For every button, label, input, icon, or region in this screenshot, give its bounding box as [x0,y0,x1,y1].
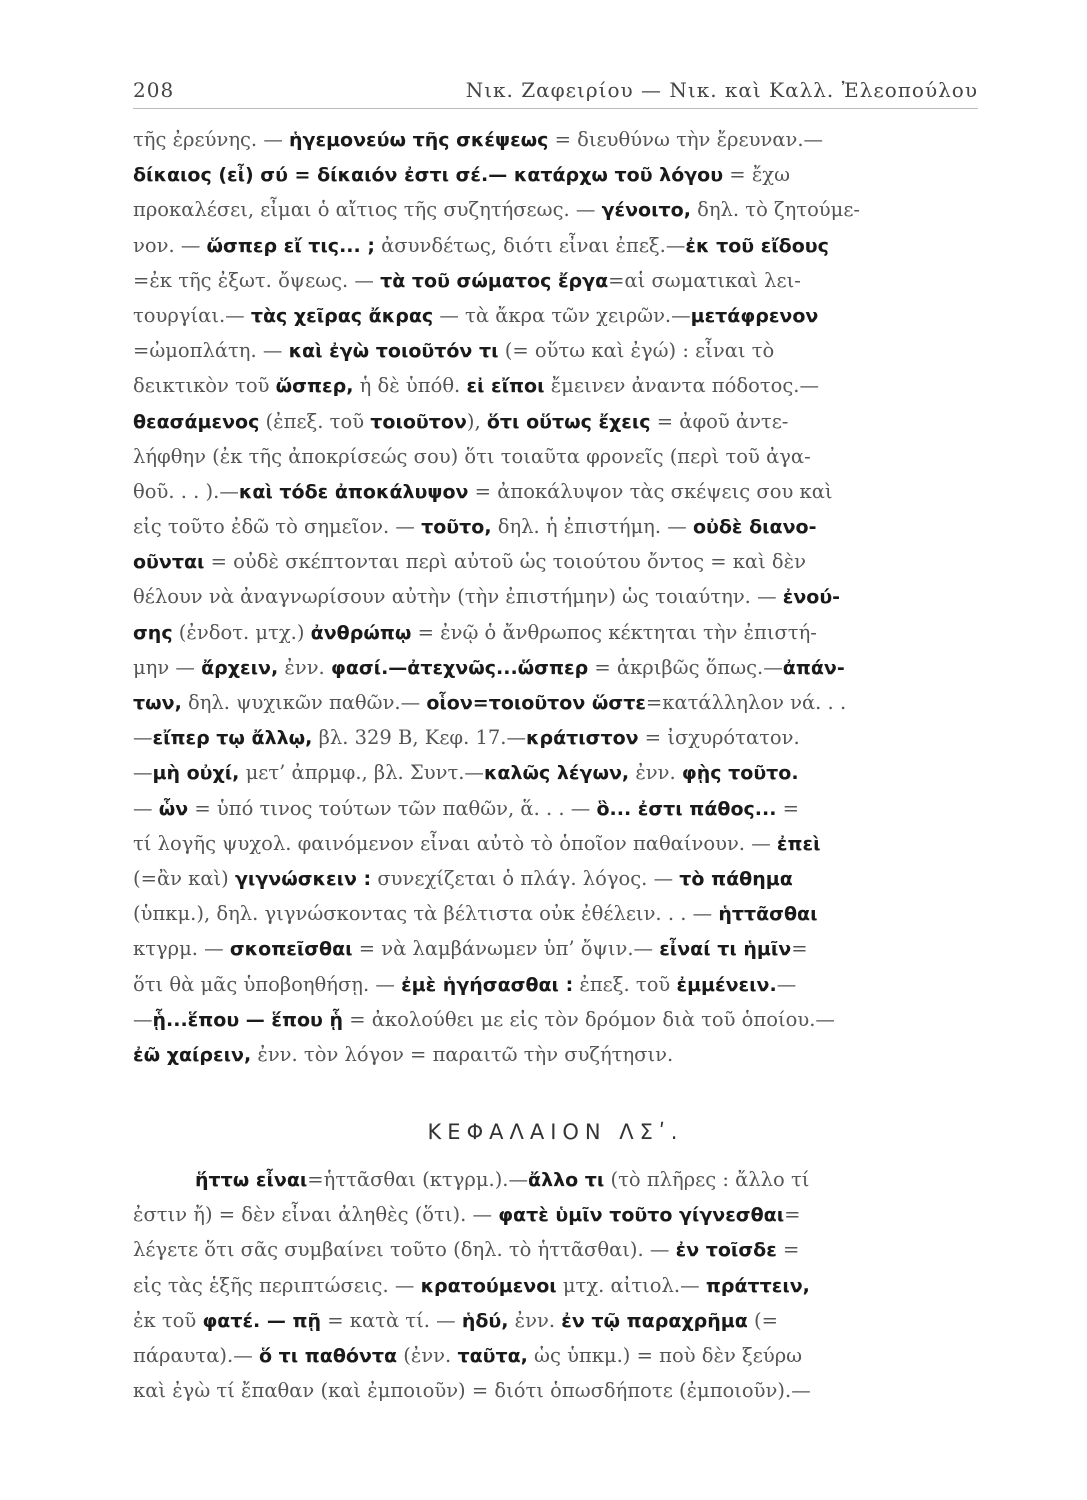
text-line: θέλουν νὰ ἀναγνωρίσουν αὐτὴν (τὴν ἐπιστήμην) ὡς τοιαύτην. — ἐνού- [133,585,841,609]
text-line: σης (ἐνδοτ. μτχ.) ἀνθρώπῳ = ἐνῷ ὁ ἄνθρωπος κέκτηται τὴν ἐπιστή- [133,620,817,644]
text-line: πάραυτα).— ὅ τι παθόντα (ἐνν. ταῦτα, ὡς ὑπκμ.) = ποὺ δὲν ξεύρω [133,1343,803,1367]
text-line: λήφθην (ἐκ τῆς ἀποκρίσεώς σου) ὅτι τοιαῦτα φρονεῖς (περὶ τοῦ ἀγα- [133,444,811,468]
text-line: ὅτι θὰ μᾶς ὑποβοηθήσῃ. — ἐμὲ ἡγήσασθαι : ἐπεξ. τοῦ ἐμμένειν.— [133,972,797,996]
text-line: καὶ ἐγὼ τί ἔπαθαν (καὶ ἐμποιοῦν) = διότι ὁπωσδήποτε (ἐμποιοῦν).— [133,1379,811,1403]
text-line: νον. — ὥσπερ εἴ τις... ; ἀσυνδέτως, διότι εἶναι ἐπεξ.—ἐκ τοῦ εἴδους [133,233,829,257]
text-line: θεασάμενος (ἐπεξ. τοῦ τοιοῦτον), ὅτι οὕτως ἔχεις = ἀφοῦ ἀντε- [133,409,789,433]
chapter-title: ΚΕΦΑΛΑΙΟΝ ΛΣʹ. [427,1120,684,1144]
text-line: θοῦ. . . ).—καὶ τόδε ἀποκάλυψον = ἀποκάλυψον τὰς σκέψεις σου καὶ [133,479,833,503]
text-line: προκαλέσει, εἶμαι ὁ αἴτιος τῆς συζητήσεως. — γένοιτο, δηλ. τὸ ζητούμε- [133,198,861,222]
text-line: τί λογῆς ψυχολ. φαινόμενον εἶναι αὐτὸ τὸ ὁποῖον παθαίνουν. — ἐπεὶ [133,831,821,855]
header-rule [133,108,978,109]
text-line: τουργίαι.— τὰς χεῖρας ἄκρας — τὰ ἄκρα τῶν χειρῶν.—μετάφρενον [133,303,819,327]
text-line: —εἴπερ τῳ ἄλλῳ, βλ. 329 Β, Κεφ. 17.—κράτιστον = ἰσχυρότατον. [133,726,800,750]
text-line: ἐῶ χαίρειν, ἐνν. τὸν λόγον = παραιτῶ τὴν συζήτησιν. [133,1042,674,1066]
text-line: (=ἂν καὶ) γιγνώσκειν : συνεχίζεται ὁ πλάγ. λόγος. — τὸ πάθημα [133,866,793,890]
commentary-block-2 [133,1162,978,1408]
text-line: —ᾗ...ἕπου — ἕπου ᾗ = ἀκολούθει με εἰς τὸν δρόμον διὰ τοῦ ὁποίου.— [133,1007,835,1031]
text-line: εἰς τὰς ἑξῆς περιπτώσεις. — κρατούμενοι μτχ. αἰτιολ.— πράττειν, [133,1273,810,1297]
text-line: κτγρμ. — σκοπεῖσθαι = νὰ λαμβάνωμεν ὑπ’ ὄψιν.— εἶναί τι ἡμῖν= [133,937,808,961]
text-line: μην — ἄρχειν, ἐνν. φασί.—ἀτεχνῶς...ὥσπερ = ἀκριβῶς ὅπως.—ἀπάν- [133,655,845,679]
text-line: εἰς τοῦτο ἐδῶ τὸ σημεῖον. — τοῦτο, δηλ. ἡ ἐπιστήμη. — οὐδὲ διανο- [133,515,817,539]
text-line: (ὑπκμ.), δηλ. γιγνώσκοντας τὰ βέλτιστα οὐκ ἐθέλειν. . . — ἡττᾶσθαι [133,902,818,926]
text-line: ἐστιν ἤ) = δὲν εἶναι ἀληθὲς (ὅτι). — φατὲ ὑμῖν τοῦτο γίγνεσθαι= [133,1203,801,1227]
text-line: ἐκ τοῦ φατέ. — πῇ = κατὰ τί. — ἡδύ, ἐνν. ἐν τῷ παραχρῆμα (= [133,1308,778,1332]
text-line: τῆς ἐρεύνης. — ἡγεμονεύω τῆς σκέψεως = διευθύνω τὴν ἔρευναν.— [133,128,824,151]
text-line: δεικτικὸν τοῦ ὥσπερ, ἡ δὲ ὑπόθ. εἰ εἴποι ἔμεινεν ἀναντα πόδοτος.— [133,374,819,398]
text-line: =ἐκ τῆς ἐξωτ. ὄψεως. — τὰ τοῦ σώματος ἔργα=αἱ σωματικαὶ λει- [133,268,801,292]
page-header [133,78,978,102]
text-line: δίκαιος (εἶ) σύ = δίκαιόν ἐστι σέ.— κατάρχω τοῦ λόγου = ἔχω [133,163,790,187]
text-line: ἥττω εἶναι=ἡττᾶσθαι (κτγρμ.).—ἄλλο τι (τὸ πλῆρες : ἄλλο τί [195,1168,810,1191]
text-line: λέγετε ὅτι σᾶς συμβαίνει τοῦτο (δηλ. τὸ ἡττᾶσθαι). — ἐν τοῖσδε = [133,1238,800,1262]
page-number: 208 [133,78,175,102]
text-line: — ὧν = ὑπό τινος τούτων τῶν παθῶν, ἅ. . . — ὃ... ἐστι πάθος... = [133,796,799,820]
text-line: των, δηλ. ψυχικῶν παθῶν.— οἷον=τοιοῦτον ὥστε=κατάλληλον νά. . . [133,691,847,714]
text-line: οῦνται = οὐδὲ σκέπτονται περὶ αὐτοῦ ὡς τοιούτου ὄντος = καὶ δὲν [133,550,806,574]
text-line: =ὠμοπλάτη. — καὶ ἐγὼ τοιοῦτόν τι (= οὕτω καὶ ἐγώ) : εἶναι τὸ [133,339,775,363]
text-line: —μὴ οὐχί, μετ’ ἀπρμφ., βλ. Συντ.—καλῶς λέγων, ἐνν. φῂς τοῦτο. [133,761,799,785]
commentary-block-1 [133,122,978,1072]
running-title: Νικ. Ζαφειρίου — Νικ. καὶ Καλλ. Ἐλεοπούλου [465,78,978,102]
